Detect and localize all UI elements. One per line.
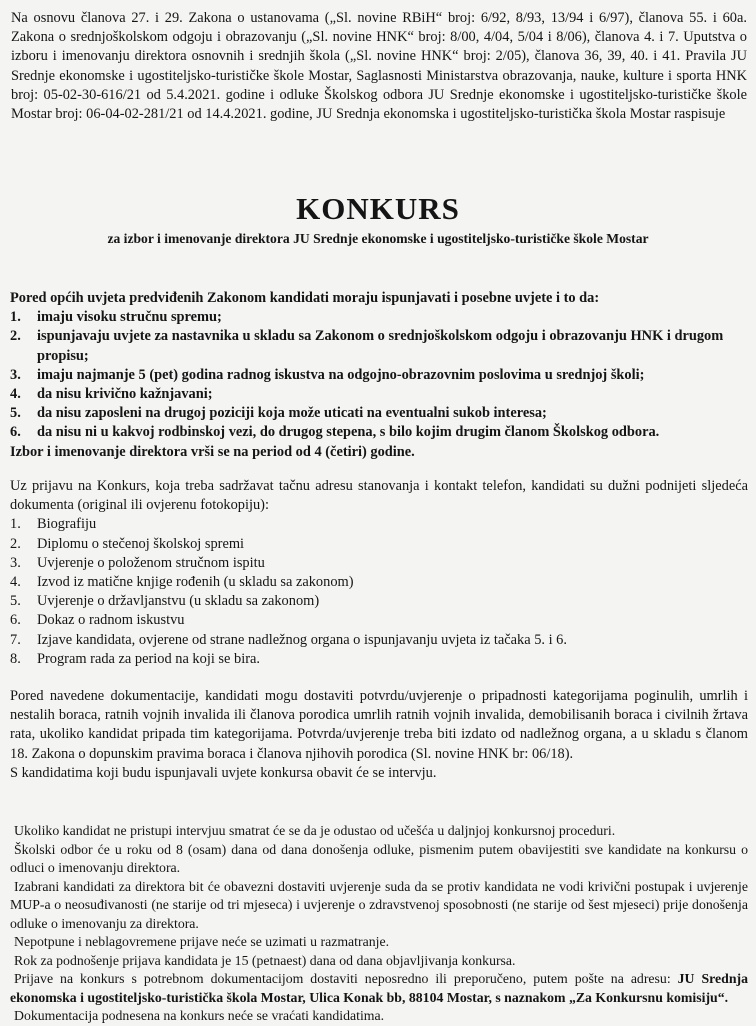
interview-paragraph: S kandidatima koji budu ispunjavali uvjete konkursa obavit će se intervju.: [10, 764, 437, 781]
intro-paragraph: Na osnovu članova 27. i 29. Zakona o ustanovama („Sl. novine RBiH“ broj: 6/92, 8/93, 13/94 i 6/97), članova 55. i 60a. Zakona o srednjoškolskom odgoju i obrazovanju („Sl. novine HNK“ broj: 8/00, 4/04, 5/04 i 8/06), članova 4. i 7. Uputstva o izboru i imenovanju direktora osnovnih i srednjih škola („Sl. novine HNK“ broj: 2/05), članova 36, 39, 40. i 41. Pravila JU Srednje ekonomske i ugostiteljsko-turističke škole Mostar, Saglasnosti Ministarstva obrazovanja, nauke, kulture i sporta HNK broj: 05-02-30-616/21 od 5.4.2021. godine i odluke Školskog odbora JU Srednje ekonomske i ugostiteljsko-turističke škole Mostar broj: 06-04-02-281/21 od 14.4.2021. godine, JU Srednja ekonomska i ugostiteljsko-turistička škola Mostar raspisuje: [11, 10, 747, 123]
list-item: [10, 327, 748, 365]
list-item: [10, 611, 748, 630]
list-item: [10, 535, 748, 554]
list-text: imaju najmanje 5 (pet) godina radnog iskustva na odgojno-obrazovnim poslovima u srednjoj školi;: [37, 366, 645, 383]
list-number: 8.: [10, 650, 21, 667]
list-number: 5.: [10, 593, 21, 610]
list-item: [10, 308, 748, 327]
address-lead: Prijave na konkurs s potrebnom dokumentacijom dostaviti neposredno ili preporučeno, putem pošte na adresu:: [14, 971, 671, 986]
list-text: Program rada za period na koji se bira.: [37, 650, 260, 667]
list-number: 1.: [10, 309, 21, 326]
veterans-paragraph: Pored navedene dokumentacije, kandidati mogu dostaviti potvrdu/uvjerenje o pripadnosti kategorijama poginulih, umrlih i nestalih boraca, ratnih vojnih invalida ili članova porodica umrlih ratnih vojnih invalida, demobilisanih boraca i civilnih žrtava rata, ukoliko kandidat pripada tim kategorijama. Potvrda/uvjerenje treba biti izdato od nadležnog organa, a u skladu s članom 18. Zakona o dopunskim pravima boraca i članova njihovih porodica (Sl. novine HNK br: 06/18).: [10, 688, 748, 762]
list-item: [10, 366, 748, 385]
conditions-list: [10, 308, 748, 442]
list-item: [10, 631, 748, 650]
notice-title: KONKURS: [296, 191, 460, 226]
list-number: 4.: [10, 574, 21, 591]
documents-lead: Uz prijavu na Konkurs, koja treba sadržavat tačnu adresu stanovanja i kontakt telefon, kandidati su dužni podnijeti sljedeća dokumenta (original ili ovjerenu fotokopiju):: [10, 478, 748, 514]
incomplete-paragraph: Nepotpune i neblagovremene prijave neće se uzimati u razmatranje.: [14, 934, 390, 949]
list-text: Uvjerenje o položenom stručnom ispitu: [37, 554, 265, 571]
list-item: [10, 515, 748, 534]
list-item: [10, 423, 748, 442]
list-number: 6.: [10, 424, 21, 441]
deadline-paragraph: Rok za podnošenje prijava kandidata je 15 (petnaest) dana od dana objavljivanja konkursa.: [14, 952, 516, 968]
list-number: 2.: [10, 328, 21, 345]
list-text: da nisu krivično kažnjavani;: [37, 386, 213, 403]
decision-paragraph: Školski odbor će u roku od 8 (osam) dana od dana donošenja odluke, pismenim putem obavijestiti sve kandidate na konkursu o odluci o imenovanju direktora.: [10, 841, 748, 875]
list-number: 7.: [10, 631, 21, 648]
list-text: Uvjerenje o državljanstvu (u skladu sa zakonom): [37, 593, 320, 610]
list-text: Biografiju: [37, 516, 97, 533]
selected-candidates-paragraph: Izabrani kandidati za direktora bit će obavezni dostaviti uvjerenje suda da se protiv kandidata ne vodi krivični postupak i uvjerenje MUP-a o neosuđivanosti (ne starije od tri mjeseca) i uvjerenje o zdravstvenoj sposobnosti (ne starije od šest mjeseci) prije donošenja odluke o imenovanju za direktora.: [10, 878, 748, 931]
notice-subtitle: za izbor i imenovanje direktora JU Srednje ekonomske i ugostiteljsko-turističke škole Mostar: [107, 231, 649, 246]
list-item: [10, 650, 748, 669]
list-number: 1.: [10, 516, 21, 533]
conditions-lead: Pored općih uvjeta predviđenih Zakonom kandidati moraju ispunjavati i posebne uvjete i to da:: [10, 290, 600, 306]
no-show-paragraph: Ukoliko kandidat ne pristupi intervjuu smatrat će se da je odustao od učešća u daljnjoj konkursnoj proceduri.: [14, 823, 616, 838]
documents-section: [10, 477, 748, 669]
return-paragraph: Dokumentacija podnesena na konkurs neće se vraćati kandidatima.: [14, 1008, 385, 1023]
list-item: [10, 404, 748, 423]
list-text: ispunjavaju uvjete za nastavnika u skladu sa Zakonom o srednjoškolskom odgoju i obrazovanju HNK i drugom propisu;: [37, 328, 724, 364]
list-item: [10, 592, 748, 611]
list-number: 3.: [10, 366, 21, 383]
notes-section: [10, 687, 748, 783]
list-item: [10, 554, 748, 573]
list-number: 4.: [10, 386, 21, 403]
conditions-closing: Izbor i imenovanje direktora vrši se na period od 4 (četiri) godine.: [10, 443, 415, 460]
conditions-section: [10, 289, 748, 462]
list-number: 6.: [10, 612, 21, 629]
list-number: 5.: [10, 405, 21, 422]
school-address: JU Srednja ekonomska i ugostiteljsko-turistička škola Mostar, Ulica Konak bb, 88104 Mostar, s naznakom „Za Konkursnu komisiju“.: [10, 971, 748, 1005]
list-text: Izvod iz matične knjige rođenih (u skladu sa zakonom): [37, 574, 354, 591]
procedure-section: [10, 822, 748, 1026]
address-paragraph: [10, 970, 748, 1007]
list-text: da nisu ni u kakvoj rodbinskoj vezi, do drugog stepena, s bilo kojim drugim članom Školskog odbora.: [37, 424, 660, 441]
list-item: [10, 385, 748, 404]
list-item: [10, 573, 748, 592]
list-text: Izjave kandidata, ovjerene od strane nadležnog organa o ispunjavanju uvjeta iz tačaka 5. i 6.: [37, 631, 567, 648]
list-number: 3.: [10, 554, 21, 571]
documents-list: [10, 515, 748, 669]
list-text: imaju visoku stručnu spremu;: [37, 309, 222, 326]
list-number: 2.: [10, 535, 21, 552]
list-text: Dokaz o radnom iskustvu: [37, 612, 185, 629]
list-text: Diplomu o stečenoj školskoj spremi: [37, 535, 245, 552]
list-text: da nisu zaposleni na drugoj poziciji koja može uticati na eventualni sukob interesa;: [37, 405, 547, 422]
